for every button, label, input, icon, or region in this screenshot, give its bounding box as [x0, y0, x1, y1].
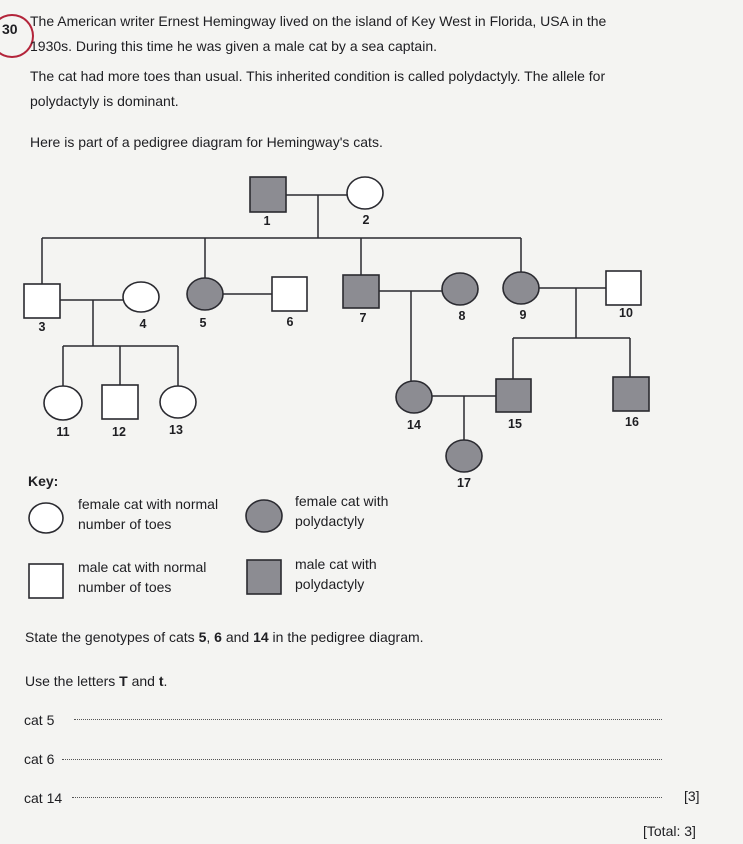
key-female-poly-line1: female cat with [295, 493, 389, 509]
label-8: 8 [458, 309, 466, 323]
letter-t: t [158, 673, 164, 689]
intro-line-2: 1930s. During this time he was given a male cat by a sea captain. [30, 38, 437, 54]
female-affected-9 [503, 272, 539, 304]
label-13: 13 [169, 423, 183, 437]
task-cat-14: 14 [253, 629, 269, 645]
female-normal-13 [160, 386, 196, 418]
female-normal-4 [123, 282, 159, 312]
task-prompt-post: in the pedigree diagram. [268, 629, 424, 645]
female-affected-14 [396, 381, 432, 413]
female-normal-11 [44, 386, 82, 420]
female-affected-8 [442, 273, 478, 305]
task-sep-2: and [221, 629, 254, 645]
key-male-poly-line1: male cat with [295, 556, 377, 572]
para2-line-2: polydactyly is dominant. [30, 93, 179, 109]
female-affected-17 [446, 440, 482, 472]
label-3: 3 [38, 320, 46, 334]
key-male-normal-square [29, 564, 63, 598]
letters-dot: . [163, 673, 168, 689]
key-male-poly-text [295, 554, 377, 594]
answer-line-cat5[interactable] [74, 719, 662, 720]
answer-label-cat14: cat 14 [24, 790, 63, 806]
key-female-poly-line2: polydactyly [295, 513, 365, 529]
key-male-poly-square [247, 560, 281, 594]
male-normal-12 [102, 385, 138, 419]
key-male-normal-line1: male cat with normal [78, 559, 207, 575]
label-4: 4 [139, 317, 147, 331]
key-female-normal-symbol [26, 500, 66, 536]
key-male-poly-symbol [244, 557, 284, 597]
label-16: 16 [625, 415, 639, 429]
label-1: 1 [263, 214, 271, 228]
male-normal-3 [24, 284, 60, 318]
key-male-poly-line2: polydactyly [295, 576, 365, 592]
key-female-normal-text [78, 494, 218, 534]
female-normal-2 [347, 177, 383, 209]
label-17: 17 [457, 476, 471, 490]
key-male-normal-line2: number of toes [78, 579, 172, 595]
question-number: 30 [2, 21, 18, 37]
task-cat-5: 5 [198, 629, 207, 645]
male-affected-16 [613, 377, 649, 411]
key-female-normal-line1: female cat with normal [78, 496, 219, 512]
key-female-normal-line2: number of toes [78, 516, 172, 532]
key-male-normal-symbol [26, 561, 66, 601]
task-prompt [25, 629, 424, 645]
letters-and: and [127, 673, 159, 689]
male-affected-7 [343, 275, 379, 308]
female-affected-5 [187, 278, 223, 310]
letter-T: T [119, 673, 128, 689]
label-14: 14 [407, 418, 421, 432]
label-10: 10 [619, 306, 633, 320]
male-affected-1 [250, 177, 286, 212]
key-female-poly-text [295, 491, 388, 531]
key-title: Key: [28, 473, 59, 489]
answer-label-cat6: cat 6 [24, 751, 55, 767]
para2-line-1: The cat had more toes than usual. This inherited condition is called polydactyly. The allele for [30, 68, 606, 84]
para3: Here is part of a pedigree diagram for Hemingway's cats. [30, 134, 383, 150]
label-15: 15 [508, 417, 522, 431]
pedigree-labels [39, 213, 639, 490]
label-11: 11 [56, 425, 70, 439]
label-9: 9 [519, 308, 527, 322]
male-normal-10 [606, 271, 641, 305]
task-cat-6: 6 [214, 629, 222, 645]
answer-line-cat14[interactable] [72, 797, 662, 798]
label-12: 12 [112, 425, 126, 439]
task-prompt-pre: State the genotypes of cats [25, 629, 199, 645]
letters-instruction [25, 673, 167, 689]
key-male-normal-text [78, 557, 206, 597]
label-7: 7 [359, 311, 367, 325]
marks: [3] [684, 788, 700, 804]
label-5: 5 [199, 316, 207, 330]
task-sep-1: , [206, 629, 215, 645]
key-female-poly-symbol [243, 497, 285, 535]
key-female-normal-circle [29, 503, 63, 533]
total-marks: [Total: 3] [643, 823, 696, 839]
intro-line-1: The American writer Ernest Hemingway lived on the island of Key West in Florida, USA in the [30, 13, 607, 29]
male-normal-6 [272, 277, 307, 311]
letters-pre: Use the letters [25, 673, 120, 689]
male-affected-15 [496, 379, 531, 412]
key-female-poly-circle [246, 500, 282, 532]
answer-label-cat5: cat 5 [24, 712, 55, 728]
label-2: 2 [362, 213, 370, 227]
answer-line-cat6[interactable] [62, 759, 662, 760]
label-6: 6 [286, 315, 294, 329]
